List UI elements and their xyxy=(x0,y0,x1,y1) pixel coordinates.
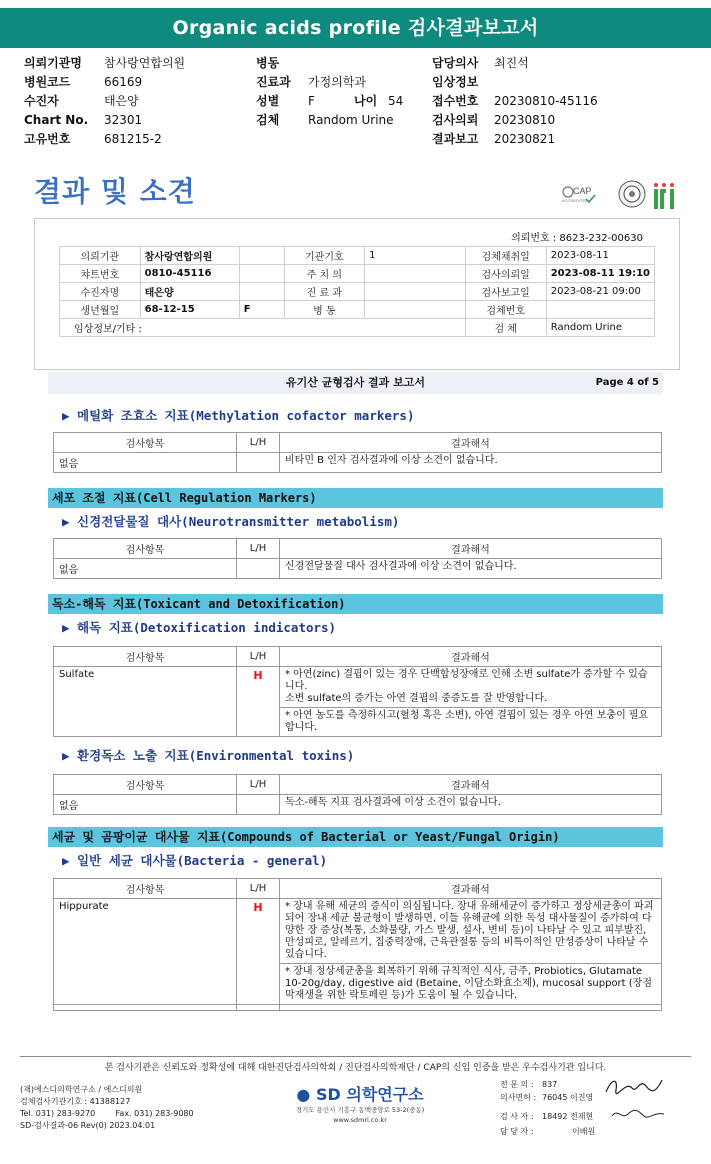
sd-logo-icon: ● xyxy=(296,1085,311,1104)
info-value: 참사랑연합의원 xyxy=(104,56,186,70)
table-header-row xyxy=(54,775,662,795)
info-value: 66169 xyxy=(104,75,143,89)
info-column-3 xyxy=(432,54,598,149)
environmental-table xyxy=(53,774,662,815)
table-row xyxy=(54,795,662,815)
lab-logo-block xyxy=(280,1082,440,1125)
age-value: 54 xyxy=(388,94,404,108)
signature-label: 검 사 자 : xyxy=(500,1112,534,1121)
info-column-2 xyxy=(256,54,403,130)
info-label: 병동 xyxy=(256,56,280,70)
signature-value: 18492 전재현 xyxy=(542,1112,594,1121)
footer-divider xyxy=(20,1056,691,1057)
subsection-bacteria-general: ▶ 일반 세균 대사물(Bacteria - general) xyxy=(62,853,328,868)
results-title: 결과 및 소견 xyxy=(34,175,196,208)
column-header-lh: L/H xyxy=(237,539,280,559)
info-label: 임상정보 xyxy=(432,75,479,89)
table-row xyxy=(54,453,662,473)
subsection-methylation: ▶ 메틸화 조효소 지표(Methylation cofactor markers) xyxy=(62,408,415,423)
info-label: Chart No. xyxy=(24,113,89,127)
empty-cell xyxy=(54,1005,237,1011)
column-header-item: 검사항목 xyxy=(54,539,237,559)
field-label: 검체채취일 xyxy=(465,247,546,265)
section-toxicant: 독소-해독 지표(Toxicant and Detoxification) xyxy=(48,594,663,614)
signature-value: 76045 이진영 xyxy=(542,1093,594,1102)
lh-flag: H xyxy=(237,667,280,737)
column-header-interpretation: 결과해석 xyxy=(280,775,662,795)
info-value: 32301 xyxy=(104,113,143,127)
signature-doctor xyxy=(602,1072,672,1102)
field-value: 2023-08-11 19:10 xyxy=(546,265,654,283)
seal-logo xyxy=(619,181,645,207)
lab-website: www.sdmri.co.kr xyxy=(333,1116,387,1124)
field-label: 기관기호 xyxy=(284,247,365,265)
field-label: 의뢰기관 xyxy=(60,247,141,265)
section-bacteria-yeast: 세균 및 곰팡이균 대사물 지표(Compounds of Bacterial or Yeast/Fungal Origin) xyxy=(48,827,663,847)
table-row xyxy=(60,319,655,337)
signature-label: 의사면허 : xyxy=(500,1093,537,1102)
lab-info xyxy=(20,1084,194,1132)
lh-flag xyxy=(237,559,280,579)
lab-code: 검체검사기관기호 : 41388127 xyxy=(20,1097,131,1106)
info-label: 접수번호 xyxy=(432,94,479,108)
info-value: 태은양 xyxy=(104,94,139,108)
table-header-row xyxy=(54,879,662,899)
test-item: Sulfate xyxy=(54,667,237,737)
field-value: 태은양 xyxy=(140,283,239,301)
field-label: 진 료 과 xyxy=(284,283,365,301)
field-value: 참사랑연합의원 xyxy=(140,247,239,265)
table-row xyxy=(60,265,655,283)
field-label: 검 체 xyxy=(465,319,546,337)
field-value xyxy=(365,283,466,301)
field-value: 2023-08-21 09:00 xyxy=(546,283,654,301)
info-value: 20230810-45116 xyxy=(494,94,598,108)
field-value: 0810-45116 xyxy=(140,265,239,283)
signature-row xyxy=(500,1110,595,1123)
signature-value: 837 xyxy=(542,1080,558,1089)
neurotransmitter-table xyxy=(53,538,662,579)
lh-flag: H xyxy=(237,899,280,1005)
signature-row xyxy=(500,1125,595,1138)
empty-cell xyxy=(280,1005,662,1011)
interpretation: 비타민 B 인자 검사결과에 이상 소견이 없습니다. xyxy=(280,453,662,473)
table-header-row xyxy=(54,647,662,667)
table-row xyxy=(60,247,655,265)
column-header-item: 검사항목 xyxy=(54,647,237,667)
request-info-table xyxy=(59,246,655,337)
signature-tester xyxy=(608,1104,668,1124)
field-value xyxy=(239,283,284,301)
column-header-interpretation: 결과해석 xyxy=(280,647,662,667)
field-label: 챠트번호 xyxy=(60,265,141,283)
info-label: 결과보고 xyxy=(432,132,479,146)
subsection-environmental: ▶ 환경독소 노출 지표(Environmental toxins) xyxy=(62,748,355,763)
sd-logo xyxy=(280,1082,440,1105)
lab-contact: Tel. 031) 283-9270 Fax. 031) 283-9080 xyxy=(20,1109,194,1118)
interpretation-finding: * 아연(zinc) 결핍이 있는 경우 단백합성장애로 인해 소변 sulfate가 증가할 수 있습니다. 소변 sulfate의 증가는 아연 결핍의 중증도를 잘 반영합니다. xyxy=(285,669,648,704)
table-row-empty xyxy=(54,1005,662,1011)
info-label: 검사의뢰 xyxy=(432,113,479,127)
field-value: 2023-08-11 xyxy=(546,247,654,265)
interpretation: 독소-해독 지표 검사결과에 이상 소견이 없습니다. xyxy=(280,795,662,815)
column-header-lh: L/H xyxy=(237,647,280,667)
info-label: 수진자 xyxy=(24,94,59,108)
signature-row xyxy=(500,1091,595,1104)
interpretation-recommendation: * 아연 농도를 측정하시고(혈청 혹은 소변), 아연 결핍이 있는 경우 아연 보충이 필요합니다. xyxy=(280,707,661,736)
table-row xyxy=(54,899,662,1005)
info-label: 병원코드 xyxy=(24,75,71,89)
bacteria-table xyxy=(53,878,662,1011)
empty-cell xyxy=(237,1005,280,1011)
field-value: F xyxy=(239,301,284,319)
field-label: 검사보고일 xyxy=(465,283,546,301)
document-code: SD-검사결과-06 Rev(0) 2023.04.01 xyxy=(20,1121,156,1130)
test-item: Hippurate xyxy=(54,899,237,1005)
interpretation xyxy=(280,899,662,1005)
institute-logo xyxy=(654,183,674,209)
table-row xyxy=(60,283,655,301)
patient-info xyxy=(0,54,711,150)
info-value: 가정의학과 xyxy=(308,75,366,89)
signature-label: 담 당 자 : xyxy=(500,1127,534,1136)
interpretation: 신경전달물질 대사 검사결과에 이상 소견이 없습니다. xyxy=(280,559,662,579)
field-value: Random Urine xyxy=(546,319,654,337)
signature-row xyxy=(500,1078,595,1091)
interpretation-finding: * 장내 유해 세균의 증식이 의심됩니다. 장내 유해세균이 증가하고 정상세균총이 파괴되어 장내 세균 불균형이 발생하면, 이들 유해균에 의한 독성 대사물질이 증가하여 다양한 장 증상(복통, 소화불량, 가스 발생, 설사, 변비 등)이 나타날 수 있고 피부발진, 만성피로, 알레르기, 집중력장애, 근육관절통 등의 비특이적인 만성증상이 나타날 수 있습니다. xyxy=(285,901,654,960)
table-row xyxy=(60,301,655,319)
info-value: F xyxy=(308,94,315,108)
column-header-lh: L/H xyxy=(237,433,280,453)
signatures xyxy=(500,1078,595,1138)
request-info-box xyxy=(34,218,680,370)
table-header-row xyxy=(54,433,662,453)
column-header-interpretation: 결과해석 xyxy=(280,433,662,453)
lab-name: (재)에스디의학연구소 / 에스디의원 xyxy=(20,1085,143,1094)
field-label: 검사의뢰일 xyxy=(465,265,546,283)
field-value: 68-12-15 xyxy=(140,301,239,319)
field-value xyxy=(546,301,654,319)
field-value xyxy=(239,247,284,265)
column-header-interpretation: 결과해석 xyxy=(280,539,662,559)
report-header-title: 유기산 균형검사 결과 보고서 xyxy=(286,376,425,389)
detoxification-table xyxy=(53,646,662,737)
signature-value: 이배원 xyxy=(572,1127,596,1136)
section-cell-regulation: 세포 조절 지표(Cell Regulation Markers) xyxy=(48,488,663,508)
field-label: 생년월일 xyxy=(60,301,141,319)
methylation-table xyxy=(53,432,662,473)
subsection-detoxification: ▶ 해독 지표(Detoxification indicators) xyxy=(62,620,337,635)
info-column-1 xyxy=(24,54,185,149)
age-label: 나이 xyxy=(354,94,378,108)
subsection-neurotransmitter: ▶ 신경전달물질 대사(Neurotransmitter metabolism) xyxy=(62,514,400,529)
column-header-item: 검사항목 xyxy=(54,879,237,899)
column-header-interpretation: 결과해석 xyxy=(280,879,662,899)
field-value: 1 xyxy=(365,247,466,265)
info-label: 고유번호 xyxy=(24,132,71,146)
page-indicator: Page 4 of 5 xyxy=(595,377,659,388)
info-label: 성별 xyxy=(256,94,280,108)
field-label: 검체번호 xyxy=(465,301,546,319)
interpretation xyxy=(280,667,662,737)
report-header xyxy=(48,372,663,394)
request-number: 의뢰번호 : 8623-232-00630 xyxy=(511,233,643,244)
accreditation-logos xyxy=(560,178,680,212)
info-label: 담당의사 xyxy=(432,56,479,70)
signature-label: 전 문 의 : xyxy=(500,1080,534,1089)
table-row xyxy=(54,667,662,737)
cap-logo-subtext: ACCREDITED xyxy=(562,198,589,203)
info-label: 의뢰기관명 xyxy=(24,56,82,70)
field-label: 병 동 xyxy=(284,301,365,319)
info-value: 20230821 xyxy=(494,132,556,146)
column-header-lh: L/H xyxy=(237,879,280,899)
cap-logo-text: CAP xyxy=(573,186,592,196)
clinical-info-label: 임상정보/기타 : xyxy=(60,319,466,337)
test-item: 없음 xyxy=(54,453,237,473)
field-label: 수진자명 xyxy=(60,283,141,301)
lh-flag xyxy=(237,453,280,473)
field-label: 주 치 의 xyxy=(284,265,365,283)
cap-logo xyxy=(562,186,595,203)
column-header-lh: L/H xyxy=(237,775,280,795)
lh-flag xyxy=(237,795,280,815)
field-value xyxy=(239,265,284,283)
info-value: 최진석 xyxy=(494,56,529,70)
test-item: 없음 xyxy=(54,795,237,815)
field-value xyxy=(365,301,466,319)
lab-address: 경기도 용인시 기흥구 동백중앙로 53-2(중동) xyxy=(295,1106,425,1114)
test-item: 없음 xyxy=(54,559,237,579)
table-header-row xyxy=(54,539,662,559)
column-header-item: 검사항목 xyxy=(54,775,237,795)
sd-logo-text: SD 의학연구소 xyxy=(315,1085,424,1104)
accreditation-note: 본 검사기관은 신뢰도와 정확성에 대해 대한진단검사의학회 / 진단검사의학재단 / CAP의 신임 인증을 받은 우수검사기관 입니다. xyxy=(104,1063,607,1073)
report-banner: Organic acids profile 검사결과보고서 xyxy=(0,8,711,48)
column-header-item: 검사항목 xyxy=(54,433,237,453)
interpretation-recommendation: * 장내 정상세균총을 회복하기 위해 규칙적인 식사, 금주, Probiotics, Glutamate 10-20g/day, digestive aid (Betaine, 이담소화효소제), mucosal support (장점막재생을 위한 락토페린 등)가 도움이 될 수 있습니다. xyxy=(280,963,661,1004)
table-row xyxy=(54,559,662,579)
info-label: 진료과 xyxy=(256,75,291,89)
info-value: Random Urine xyxy=(308,113,394,127)
info-value: 681215-2 xyxy=(104,132,162,146)
info-value: 20230810 xyxy=(494,113,556,127)
info-label: 검체 xyxy=(256,113,280,127)
field-value xyxy=(365,265,466,283)
